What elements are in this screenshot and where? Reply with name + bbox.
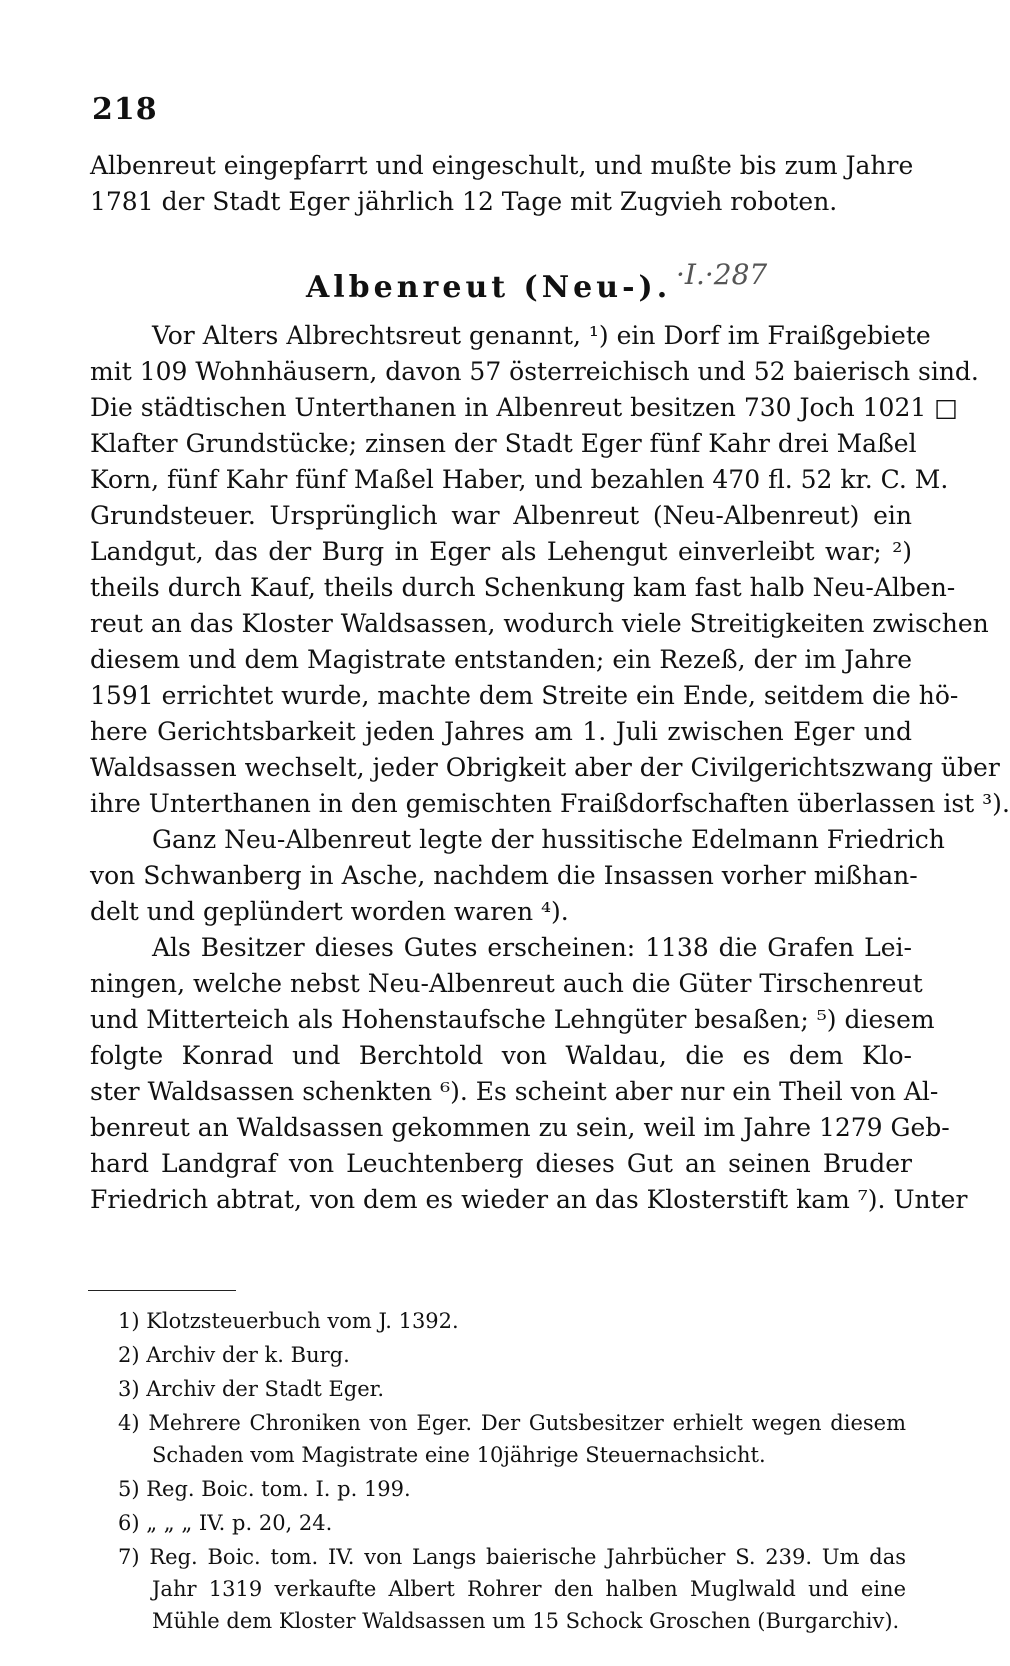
body-line: hard Landgraf von Leuchtenberg dieses Gut an seinen Bruder [90, 1149, 912, 1178]
body-line: Waldsassen wechselt, jeder Obrigkeit aber der Civilgerichtszwang über [90, 753, 1000, 782]
body-line: 1591 errichtet wurde, machte dem Streite ein Ende, seitdem die hö- [90, 681, 959, 710]
footnote: 4) Mehrere Chroniken von Eger. Der Gutsbesitzer erhielt wegen diesem [118, 1411, 906, 1435]
body-line: Die städtischen Unterthanen in Albenreut besitzen 730 Joch 1021 □ [90, 393, 958, 422]
body-line: mit 109 Wohnhäusern, davon 57 österreichisch und 52 baierisch sind. [90, 357, 979, 386]
section-heading: Albenreut (Neu-). [306, 270, 672, 305]
body-line: von Schwanberg in Asche, nachdem die Insassen vorher mißhan- [90, 861, 918, 890]
body-line: ster Waldsassen schenkten ⁶). Es scheint aber nur ein Theil von Al- [90, 1077, 939, 1106]
body-line: Landgut, das der Burg in Eger als Lehengut einverleibt war; ²) [90, 537, 912, 566]
body-line: reut an das Kloster Waldsassen, wodurch viele Streitigkeiten zwischen [90, 609, 989, 638]
footnote: 5) Reg. Boic. tom. I. p. 199. [118, 1477, 411, 1501]
body-line: here Gerichtsbarkeit jeden Jahres am 1. Juli zwischen Eger und [90, 717, 912, 746]
footnote: 6) „ „ „ IV. p. 20, 24. [118, 1511, 333, 1535]
body-line: delt und geplündert worden waren ⁴). [90, 897, 569, 926]
handwritten-annotation: ·I.·287 [676, 258, 768, 291]
footnote-continuation: Jahr 1319 verkaufte Albert Rohrer den halben Muglwald und eine [152, 1577, 906, 1601]
intro-line: 1781 der Stadt Eger jährlich 12 Tage mit Zugvieh roboten. [90, 187, 838, 216]
footnote: 7) Reg. Boic. tom. IV. von Langs baierische Jahrbücher S. 239. Um das [118, 1545, 906, 1569]
body-line: Klafter Grundstücke; zinsen der Stadt Eger fünf Kahr drei Maßel [90, 429, 917, 458]
body-line: Grundsteuer. Ursprünglich war Albenreut (Neu-Albenreut) ein [90, 501, 912, 530]
body-line: Friedrich abtrat, von dem es wieder an das Klosterstift kam ⁷). Unter [90, 1185, 968, 1214]
footnote: 2) Archiv der k. Burg. [118, 1343, 350, 1367]
footnote-continuation: Schaden vom Magistrate eine 10jährige Steuernachsicht. [152, 1443, 766, 1467]
body-line: Korn, fünf Kahr fünf Maßel Haber, und bezahlen 470 fl. 52 kr. C. M. [90, 465, 949, 494]
footnote-divider [88, 1290, 236, 1291]
footnote: 1) Klotzsteuerbuch vom J. 1392. [118, 1309, 459, 1333]
body-line: und Mitterteich als Hohenstaufsche Lehngüter besaßen; ⁵) diesem [90, 1005, 935, 1034]
body-line: benreut an Waldsassen gekommen zu sein, weil im Jahre 1279 Geb- [90, 1113, 950, 1142]
intro-line: Albenreut eingepfarrt und eingeschult, und mußte bis zum Jahre [90, 151, 914, 180]
body-line: Vor Alters Albrechtsreut genannt, ¹) ein Dorf im Fraißgebiete [152, 321, 931, 350]
body-line: Als Besitzer dieses Gutes erscheinen: 1138 die Grafen Lei- [152, 933, 912, 962]
body-line: theils durch Kauf, theils durch Schenkung kam fast halb Neu-Alben- [90, 573, 956, 602]
footnote-continuation: Mühle dem Kloster Waldsassen um 15 Schock Groschen (Burgarchiv). [152, 1609, 900, 1633]
page-number: 218 [92, 92, 158, 127]
body-line: Ganz Neu-Albenreut legte der hussitische Edelmann Friedrich [152, 825, 945, 854]
body-line: ihre Unterthanen in den gemischten Fraißdorfschaften überlassen ist ³). [90, 789, 1010, 818]
body-line: folgte Konrad und Berchtold von Waldau, die es dem Klo- [90, 1041, 912, 1070]
footnote: 3) Archiv der Stadt Eger. [118, 1377, 385, 1401]
body-line: ningen, welche nebst Neu-Albenreut auch die Güter Tirschenreut [90, 969, 923, 998]
body-line: diesem und dem Magistrate entstanden; ein Rezeß, der im Jahre [90, 645, 912, 674]
